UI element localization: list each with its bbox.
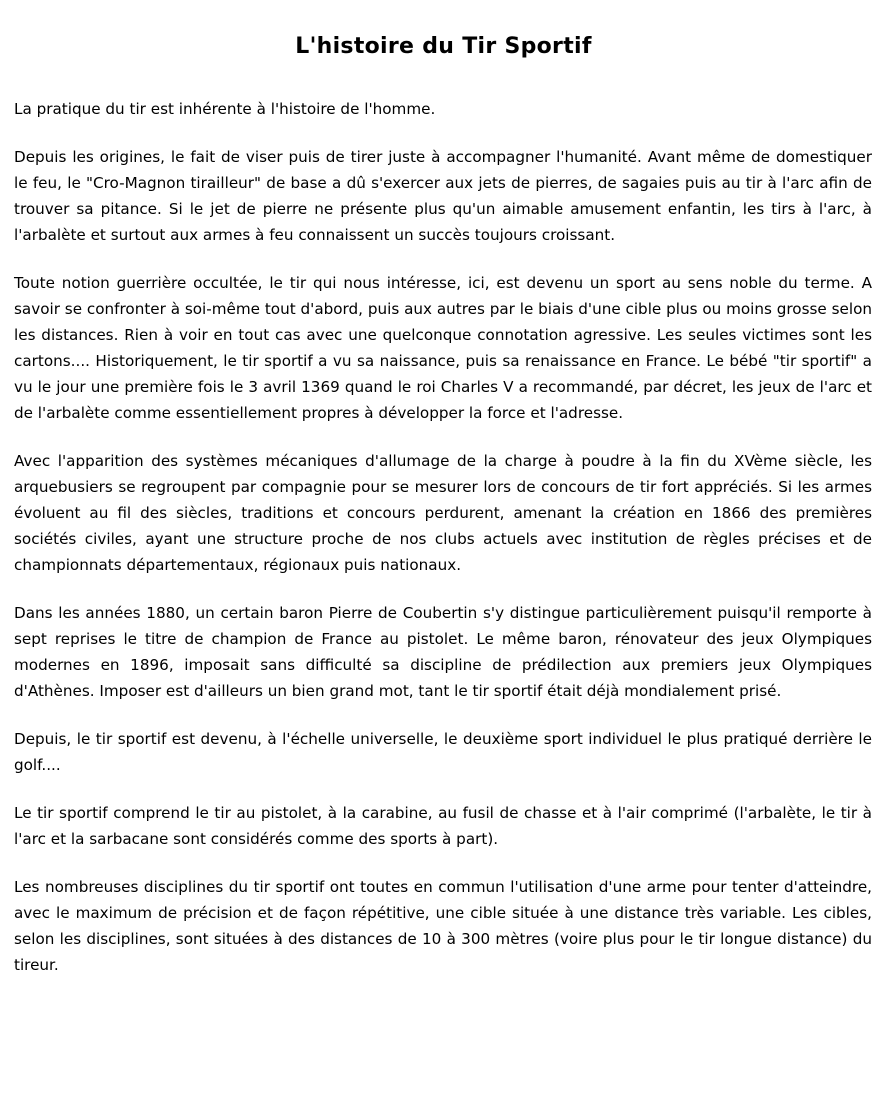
paragraph-5: Dans les années 1880, un certain baron Pierre de Coubertin s'y distingue particulièrement puisqu'il remporte à sept reprises le titre de champion de France au pistolet. Le même baron, rénovateur des jeux Olympiques modernes en 1896, imposait sans difficulté sa discipline de prédilection aux premiers jeux Olympiques d'Athènes. Imposer est d'ailleurs un bien grand mot, tant le tir sportif était déjà mondialement prisé. bbox=[14, 604, 872, 701]
paragraph-3: Toute notion guerrière occultée, le tir qui nous intéresse, ici, est devenu un sport au sens noble du terme. A savoir se confronter à soi-même tout d'abord, puis aux autres par le biais d'une cible plus ou moins grosse selon les distances. Rien à voir en tout cas avec une quelconque connotation agressive. Les seules victimes sont les cartons.... Historiquement, le tir sportif a vu sa naissance, puis sa renaissance en France. Le bébé "tir sportif" a vu le jour une première fois le 3 avril 1369 quand le roi Charles V a recommandé, par décret, les jeux de l'arc et de l'arbalète comme essentiellement propres à développer la force et l'adresse. bbox=[14, 274, 872, 423]
document-body bbox=[10, 96, 877, 978]
paragraph-7: Le tir sportif comprend le tir au pistolet, à la carabine, au fusil de chasse et à l'air comprimé (l'arbalète, le tir à l'arc et la sarbacane sont considérés comme des sports à part). bbox=[14, 804, 872, 849]
paragraph-8: Les nombreuses disciplines du tir sportif ont toutes en commun l'utilisation d'une arme pour tenter d'atteindre, avec le maximum de précision et de façon répétitive, une cible située à une distance très variable. Les cibles, selon les disciplines, sont situées à des distances de 10 à 300 mètres (voire plus pour le tir longue distance) du tireur. bbox=[14, 878, 872, 975]
paragraph-4: Avec l'apparition des systèmes mécaniques d'allumage de la charge à poudre à la fin du XVème siècle, les arquebusiers se regroupent par compagnie pour se mesurer lors de concours de tir fort appréciés. Si les armes évoluent au fil des siècles, traditions et concours perdurent, amenant la création en 1866 des premières sociétés civiles, ayant une structure proche de nos clubs actuels avec institution de règles précises et de championnats départementaux, régionaux puis nationaux. bbox=[14, 452, 872, 575]
paragraph-2: Depuis les origines, le fait de viser puis de tirer juste à accompagner l'humanité. Avant même de domestiquer le feu, le "Cro-Magnon tirailleur" de base a dû s'exercer aux jets de pierres, de sagaies puis au tir à l'arc afin de trouver sa pitance. Si le jet de pierre ne présente plus qu'un aimable amusement enfantin, les tirs à l'arc, à l'arbalète et surtout aux armes à feu connaissent un succès toujours croissant. bbox=[14, 148, 872, 245]
page-title: L'histoire du Tir Sportif bbox=[295, 34, 592, 59]
paragraph-1: La pratique du tir est inhérente à l'histoire de l'homme. bbox=[14, 100, 436, 119]
paragraph-6: Depuis, le tir sportif est devenu, à l'échelle universelle, le deuxième sport individuel le plus pratiqué derrière le golf.... bbox=[14, 730, 872, 775]
